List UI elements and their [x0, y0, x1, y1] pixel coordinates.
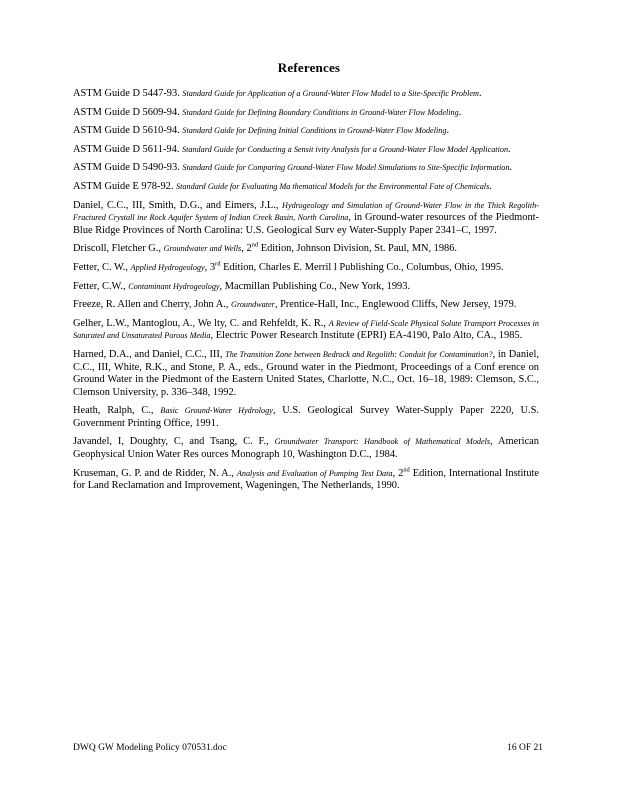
reference-details: Edition, International Institute for Land Reclamation and Improvement, Wageningen, The Netherlands, 1990.: [73, 467, 540, 492]
reference-title: Analysis and Evaluation of Pumping Test Data: [236, 468, 393, 478]
reference-entry: [73, 281, 539, 294]
reference-title: Contaminant Hydrogeology: [128, 281, 220, 291]
reference-details: , U.S. Geological Survey Water-Supply Paper 2220, U.S. Government Printing Office, 1991.: [73, 405, 539, 429]
page-title: References: [277, 60, 341, 75]
footer-filename: DWQ GW Modeling Policy 070531.doc: [73, 743, 227, 753]
reference-title: Standard Guide for Conducting a Sensit ivity Analysis for a Ground-Water Flow Model Application: [182, 144, 509, 154]
reference-title: Basic Ground-Water Hydrology: [160, 406, 273, 416]
reference-title: Groundwater: [231, 300, 275, 310]
ordinal-suffix: rd: [215, 260, 221, 268]
reference-title: Standard Guide for Defining Initial Conditions in Ground-Water Flow Modeling: [182, 126, 447, 136]
reference-title: Standard Guide for Defining Boundary Conditions in Ground-Water Flow Modeling: [182, 107, 459, 117]
reference-entry: [73, 262, 539, 275]
reference-details: .: [458, 106, 462, 118]
reference-entry: [73, 318, 539, 343]
reference-title: Groundwater and Wells: [163, 244, 242, 254]
reference-title: Standard Guide for Evaluating Ma thematical Models for the Environmental Fate of Chemicals: [176, 181, 490, 191]
reference-details: .: [508, 143, 511, 155]
reference-details: , 3: [204, 261, 216, 273]
reference-entry: [73, 349, 539, 399]
reference-entry: [73, 144, 539, 157]
reference-authors: Daniel, C.C., III, Smith, D.G., and Eimers, J.L.,: [73, 199, 283, 211]
reference-details: .: [489, 180, 492, 192]
footer-page-number: 16 OF 21: [507, 743, 543, 753]
reference-list: [73, 88, 539, 499]
reference-entry: [73, 162, 539, 175]
reference-details: .: [509, 162, 513, 174]
reference-details: , American Geophysical Union Water Res ources Monograph 10, Washington D.C., 1984.: [73, 436, 539, 461]
reference-details: , in Ground-water resources of the Piedmont-Blue Ridge Provinces of North Carolina: U.S. Geological Surv ey Water-Supply Paper 2341–C, 1997.: [73, 212, 540, 236]
reference-details: , Electric Power Research Institute (EPRI) EA-4190, Palo Alto, CA., 1985.: [210, 330, 523, 342]
reference-authors: Fetter, C.W.,: [73, 280, 129, 292]
reference-authors: Kruseman, G. P. and de Ridder, N. A.,: [73, 467, 237, 479]
reference-authors: Freeze, R. Allen and Cherry, John A.,: [73, 299, 232, 311]
reference-authors: ASTM Guide D 5490-93.: [73, 162, 183, 174]
reference-authors: Fetter, C. W.,: [73, 261, 131, 273]
reference-details: .: [446, 125, 450, 137]
reference-authors: ASTM Guide D 5447-93.: [73, 88, 183, 99]
reference-entry: [73, 200, 539, 238]
reference-title: The Transition Zone between Bedrock and Regolith: Conduit for Contamination?: [225, 349, 493, 359]
reference-authors: Driscoll, Fletcher G.,: [73, 243, 164, 255]
reference-title: A Review of Field-Scale Physical Solute Transport Processes in Saturated and Unsaturated Porous Media: [73, 318, 540, 341]
reference-details: , in Daniel, C.C., III, White, R.K., and Stone, P. A., eds., Ground water in the Piedmont, Proceedings of a Conf erence on Ground Water in the Piedmont of the Eastern United States, Charlotte, N.C., Oct. 16–18, 1989: Clemson, S.C., Clemson University, p. 336–348, 1992.: [73, 348, 539, 398]
reference-title: Groundwater Transport: Handbook of Mathematical Models: [274, 437, 491, 447]
reference-details: , 2: [392, 467, 404, 479]
reference-title: Applied Hydrogeology: [130, 262, 205, 272]
reference-authors: Gelher, L.W., Mantoglou, A., We lty, C. and Rehfeldt, K. R.,: [73, 317, 329, 329]
reference-details: Edition, Johnson Division, St. Paul, MN, 1986.: [258, 243, 458, 255]
ordinal-suffix: nd: [251, 241, 259, 249]
reference-details: , Prentice-Hall, Inc., Englewood Cliffs, New Jersey, 1979.: [274, 299, 517, 311]
reference-entry: [73, 88, 539, 101]
reference-details: Edition, Charles E. Merril l Publishing Co., Columbus, Ohio, 1995.: [220, 261, 504, 273]
reference-details: , Macmillan Publishing Co., New York, 1993.: [219, 280, 411, 292]
reference-authors: ASTM Guide E 978-92.: [73, 180, 177, 192]
reference-entry: [73, 181, 539, 194]
reference-details: , 2: [241, 243, 252, 255]
reference-authors: Heath, Ralph, C.,: [73, 405, 161, 417]
reference-entry: [73, 468, 539, 493]
reference-entry: [73, 299, 539, 312]
ordinal-suffix: nd: [403, 466, 410, 474]
reference-authors: Javandel, I, Doughty, C, and Tsang, C. F.,: [73, 436, 275, 448]
reference-authors: Harned, D.A., and Daniel, C.C., III,: [73, 348, 226, 360]
reference-entry: [73, 436, 539, 461]
reference-entry: [73, 243, 539, 256]
reference-authors: ASTM Guide D 5609-94.: [73, 106, 183, 118]
reference-entry: [73, 405, 539, 430]
reference-title: Hydrogeology and Simulation of Ground-Water Flow in the Thick Regolith-Fractured Crystall ine Rock Aquifer System of Indian Creek Basin, North Carolina: [73, 200, 539, 223]
reference-details: .: [478, 88, 482, 99]
reference-title: Standard Guide for Application of a Ground-Water Flow Model to a Site-Specific Problem: [182, 89, 479, 98]
reference-entry: [73, 125, 539, 138]
reference-authors: ASTM Guide D 5610-94.: [73, 125, 183, 137]
reference-authors: ASTM Guide D 5611-94.: [73, 143, 182, 155]
reference-entry: [73, 107, 539, 120]
reference-title: Standard Guide for Comparing Ground-Water Flow Model Simulations to Site-Specific Information: [182, 163, 510, 173]
